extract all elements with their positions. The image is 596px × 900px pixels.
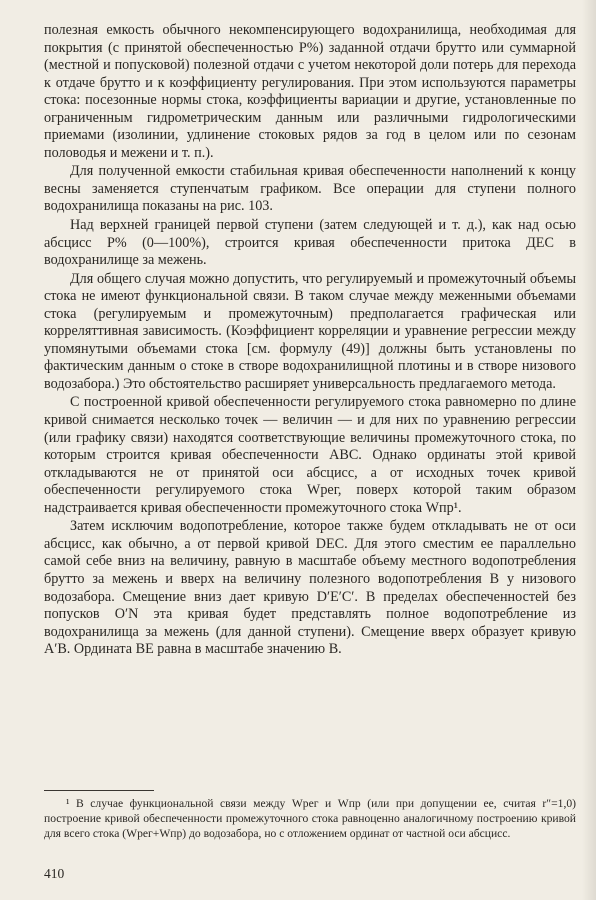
paragraph: Над верхней границей первой ступени (затем следующей и т. д.), как над осью абсцисс P% (0—100%), строится кривая обеспеченности притока ДЕС в водохранилище за межень. bbox=[44, 217, 576, 269]
paragraph: Для полученной емкости стабильная кривая обеспеченности наполнений к концу весны заменяется ступенчатым графиком. Все операции для ступени полного водохранилища показаны на рис. 103. bbox=[44, 163, 576, 215]
paragraph: Затем исключим водопотребление, которое также будем откладывать не от оси абсцисс, как обычно, а от первой кривой DEC. Для этого сместим ее параллельно самой себе вниз на величину, равную в масштабе объему местного водопотребления брутто за межень и вверх на величину полезного водопотребления B у низового водозабора. Смещение вниз дает кривую D′E′C′. В пределах обеспеченностей без попусков O′N эта кривая будет представлять полное водопотребление из водохранилища за межень (для данной ступени). Смещение вверх образует кривую A′B. Ордината BE равна в масштабе значению B. bbox=[44, 518, 576, 658]
page-edge-shadow bbox=[582, 0, 596, 900]
page-number: 410 bbox=[44, 866, 65, 881]
footnote: ¹ В случае функциональной связи между Wрег и Wпр (или при допущении ее, считая r″=1,0) построение кривой обеспеченности промежуточного стока равноценно аналогичному построению кривой для всего стока (Wрег+Wпр) до водозабора, но с отложением ординат от частной оси абсцисс. bbox=[44, 797, 576, 840]
main-text bbox=[44, 22, 576, 659]
footnote-divider bbox=[44, 790, 154, 791]
paragraph: Для общего случая можно допустить, что регулируемый и промежуточный объемы стока не имеют функциональной связи. В таком случае между меженными объемами стока (регулируемым и промежуточным) предполагается графическая или корреляттивная зависимость. (Коэффициент корреляции и уравнение регрессии между упомянутыми объемами стока [см. формулу (49)] должны быть установлены по фактическим данным о стоке в створе водохранилищной плотины и в створе низового водозабора.) Это обстоятельство расширяет универсальность предлагаемого метода. bbox=[44, 270, 576, 392]
paragraph: С построенной кривой обеспеченности регулируемого стока равномерно по длине кривой снимается несколько точек — величин — и для них по уравнению регрессии (или графику связи) находятся соответствующие величины промежуточного стока, по которым строится кривая обеспеченности ABC. Однако ординаты этой кривой откладываются не от принятой оси абсцисс, а от исходных точек кривой обеспеченности регулируемого стока Wрег, поверх которой таким образом надстраивается кривая обеспеченности промежуточного стока Wпр¹. bbox=[44, 394, 576, 516]
paragraph: полезная емкость обычного некомпенсирующего водохранилища, необходимая для покрытия (с принятой обеспеченностью P%) заданной отдачи брутто или суммарной (местной и попусковой) полезной отдачи с учетом некоторой доли потерь для перехода к отдаче брутто и к коэффициенту регулирования. При этом используются параметры стока: посезонные нормы стока, коэффициенты вариации и другие, установленные по ограниченным гидрометрическим данным или различными гидрологическими приемами (изолинии, удлинение стоковых рядов за год в целом или по сезонам половодья и межени и т. п.). bbox=[44, 22, 576, 161]
